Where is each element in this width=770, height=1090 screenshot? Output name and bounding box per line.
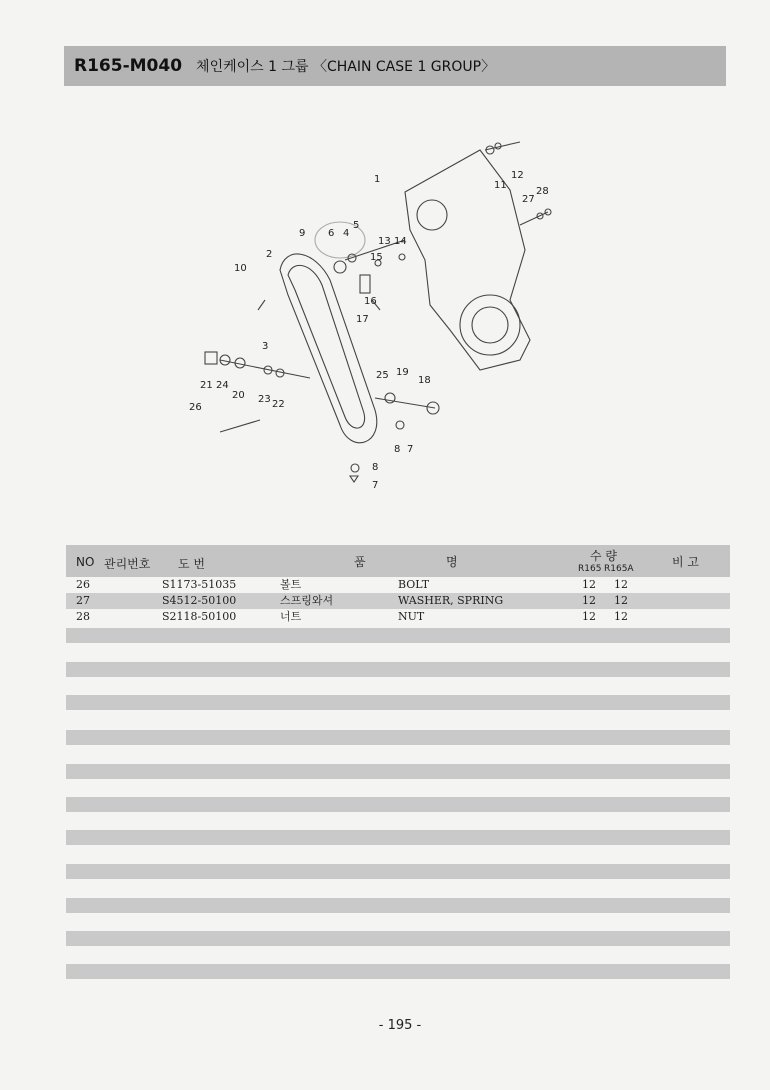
callout-23: 23: [258, 394, 271, 405]
page-number: - 195 -: [378, 1018, 422, 1033]
cell-part: S1173-51035: [162, 578, 237, 591]
cell-qty1: 12: [582, 578, 596, 591]
empty-row-stripe: [66, 628, 730, 643]
empty-row-stripe: [66, 764, 730, 779]
chain-loop: [280, 254, 377, 443]
callout-8a: 8: [394, 444, 401, 455]
empty-row-stripe: [66, 797, 730, 812]
cell-qty2: 12: [614, 578, 628, 591]
cell-part: S4512-50100: [162, 594, 237, 607]
callout-11: 11: [494, 180, 507, 191]
cell-qty2: 12: [614, 610, 628, 623]
callout-27: 27: [522, 194, 535, 205]
callout-28: 28: [536, 186, 549, 197]
callout-1: 1: [374, 174, 381, 185]
callout-24: 24: [216, 380, 229, 391]
callout-14: 14: [394, 236, 407, 247]
cell-english: BOLT: [398, 578, 430, 591]
cell-english: NUT: [398, 610, 425, 623]
callout-21: 21: [200, 380, 213, 391]
exploded-parts-diagram: [180, 130, 580, 510]
cell-qty1: 12: [582, 610, 596, 623]
callout-9: 9: [299, 228, 306, 239]
empty-row-stripe: [66, 830, 730, 845]
chain-case-cover: [405, 150, 530, 370]
cell-korean: 너트: [280, 610, 302, 623]
cell-part: S2118-50100: [162, 610, 237, 623]
cell-no: 26: [76, 578, 90, 591]
header-model1: R165: [578, 564, 602, 574]
callout-3: 3: [262, 341, 269, 352]
header-band: [64, 46, 726, 86]
header-remark: 비 고: [672, 555, 699, 569]
table-header: [66, 545, 730, 577]
table-row: [66, 609, 730, 625]
cell-qty2: 12: [614, 594, 628, 607]
header-no: NO: [76, 555, 95, 569]
callout-18: 18: [418, 375, 431, 386]
empty-row-stripe: [66, 695, 730, 710]
callout-13: 13: [378, 236, 391, 247]
callout-2: 2: [266, 249, 273, 260]
empty-row-stripe: [66, 964, 730, 979]
cell-no: 28: [76, 610, 90, 623]
cell-qty1: 12: [582, 594, 596, 607]
empty-row-stripe: [66, 662, 730, 677]
callout-12: 12: [511, 170, 524, 181]
group-title: 체인케이스 1 그룹 〈CHAIN CASE 1 GROUP〉: [196, 59, 496, 75]
header-drawing: 도 번: [178, 557, 205, 571]
callout-7b: 7: [372, 480, 379, 491]
header-name-a: 품: [354, 555, 366, 569]
cell-korean: 스프링와셔: [280, 594, 334, 607]
callout-10: 10: [234, 263, 247, 274]
callout-25: 25: [376, 370, 389, 381]
callout-6: 6: [328, 228, 335, 239]
parts-table: [66, 545, 730, 625]
callout-16: 16: [364, 296, 377, 307]
table-row: [66, 593, 730, 609]
callout-8b: 8: [372, 462, 379, 473]
callout-22: 22: [272, 399, 285, 410]
callout-26: 26: [189, 402, 202, 413]
header-qty: 수 량: [590, 549, 617, 563]
callout-7a: 7: [407, 444, 414, 455]
empty-row-stripe: [66, 931, 730, 946]
callout-15: 15: [370, 252, 383, 263]
cell-no: 27: [76, 594, 90, 607]
header-model2: R165A: [604, 564, 634, 574]
callout-5: 5: [353, 220, 360, 231]
table-row: [66, 577, 730, 593]
header-mgmt: 관리번호: [104, 557, 151, 571]
group-code: R165-M040: [74, 56, 183, 76]
callout-4: 4: [343, 228, 350, 239]
empty-row-stripe: [66, 864, 730, 879]
cell-english: WASHER, SPRING: [398, 594, 504, 607]
empty-row-stripe: [66, 730, 730, 745]
callout-17: 17: [356, 314, 369, 325]
callout-19: 19: [396, 367, 409, 378]
cell-korean: 볼트: [280, 578, 302, 591]
header-name-b: 명: [446, 555, 458, 569]
callout-20: 20: [232, 390, 245, 401]
empty-row-stripe: [66, 898, 730, 913]
